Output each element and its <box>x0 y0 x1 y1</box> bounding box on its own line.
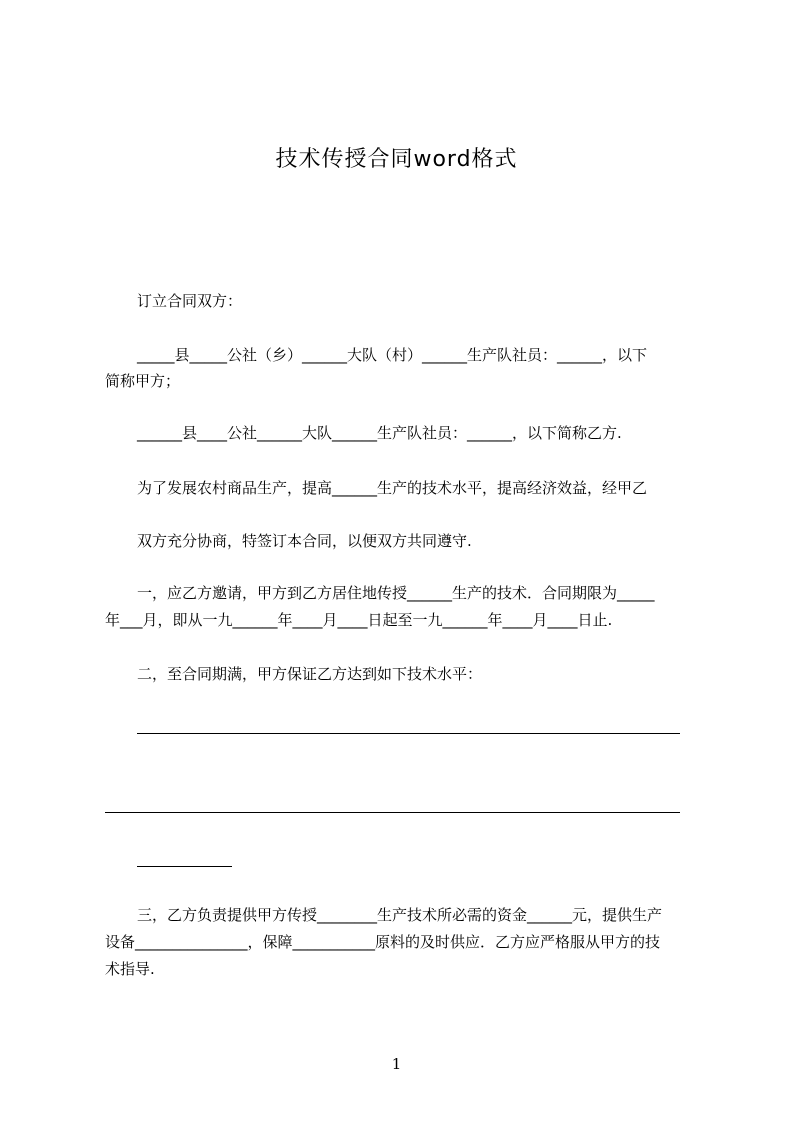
party-b-paragraph: ______县____公社______大队______生产队社员：______，以下简称乙方. <box>137 424 622 442</box>
fill-in-line-1 <box>137 733 680 734</box>
clause-3-line-2: 设备_______________，保障___________原料的及时供应．乙方应严格服从甲方的技 <box>105 933 661 951</box>
party-a-line-1: _____县_____公社（乡）______大队（村）______生产队社员：______，以下 <box>137 346 648 364</box>
fill-in-line-3 <box>137 866 232 867</box>
clause-1-line-2: 年___月，即从一九______年____月____日起至一九______年____月____日止. <box>105 611 613 629</box>
parties-heading: 订立合同双方： <box>137 292 243 310</box>
document-title: 技术传授合同word格式 <box>275 147 518 172</box>
clause-2-paragraph: 二，至合同期满，甲方保证乙方达到如下技术水平： <box>137 665 483 683</box>
clause-3-line-1: 三，乙方负责提供甲方传授________生产技术所必需的资金______元，提供生产 <box>137 906 663 924</box>
purpose-line-1: 为了发展农村商品生产，提高______生产的技术水平，提高经济效益，经甲乙 <box>137 479 648 497</box>
clause-3-line-3: 术指导. <box>105 960 155 978</box>
purpose-line-2: 双方充分协商，特签订本合同，以便双方共同遵守. <box>137 532 472 550</box>
party-a-line-2: 简称甲方； <box>105 372 181 390</box>
fill-in-line-2 <box>105 812 680 813</box>
page-number: 1 <box>391 1055 402 1073</box>
clause-1-line-1: 一，应乙方邀请，甲方到乙方居住地传授______生产的技术．合同期限为_____ <box>137 584 655 602</box>
